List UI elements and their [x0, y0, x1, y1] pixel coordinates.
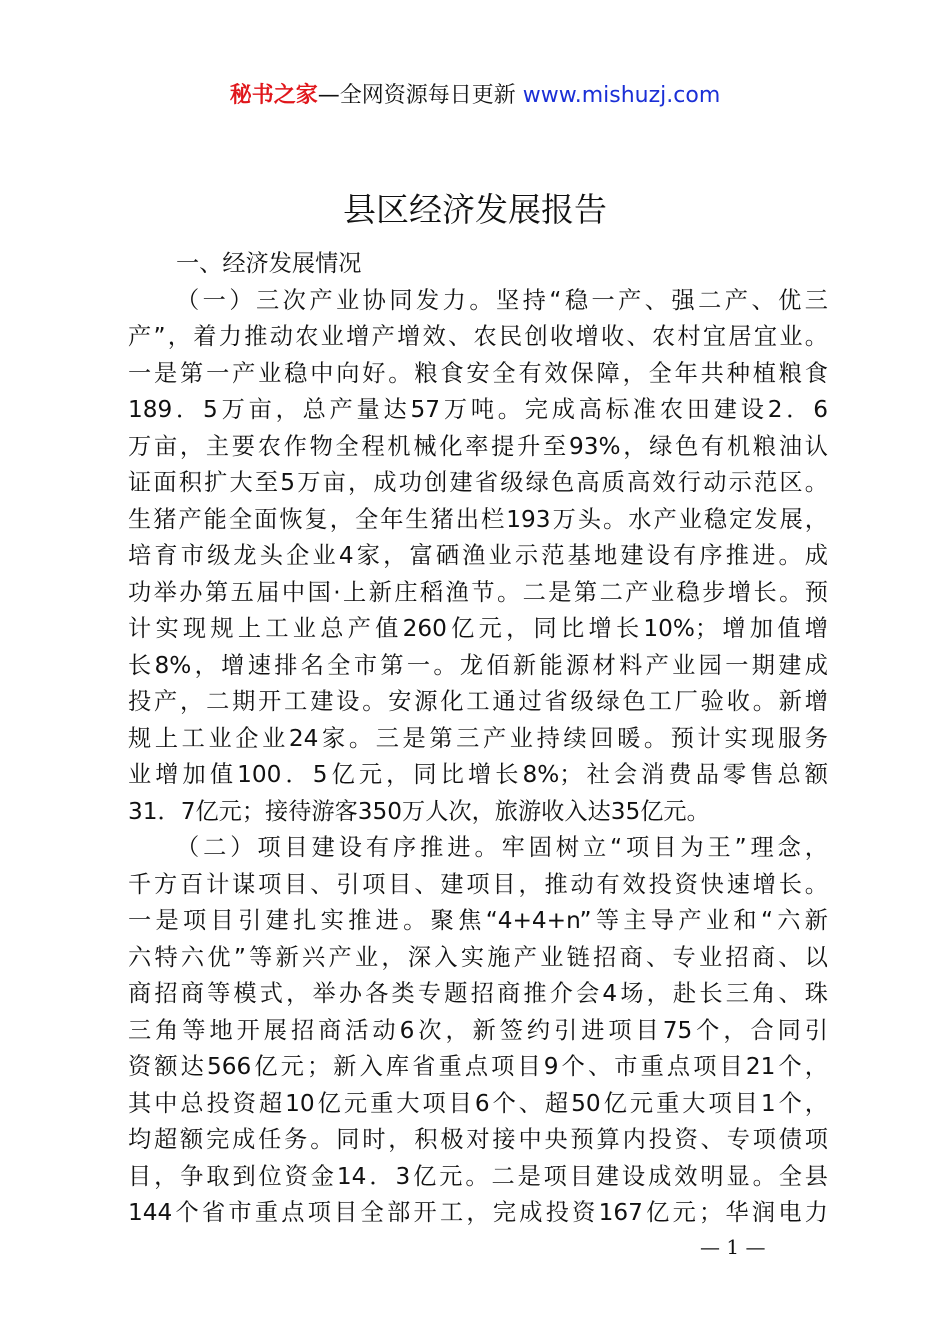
paragraph-line: 均超额完成任务。同时，积极对接中央预算内投资、专项债项	[128, 1126, 828, 1153]
paragraph-line: 144个省市重点项目全部开工，完成投资167亿元；华润电力	[128, 1199, 828, 1226]
paragraph-line: 其中总投资超10亿元重大项目6个、超50亿元重大项目1个，	[128, 1089, 828, 1117]
paragraph-line: 长8%，增速排名全市第一。龙佰新能源材料产业园一期建成	[128, 651, 828, 679]
paragraph-line: （二）项目建设有序推进。牢固树立“项目为王”理念，	[176, 834, 828, 861]
paragraph-line: 六特六优”等新兴产业，深入实施产业链招商、专业招商、以	[128, 943, 828, 971]
paragraph-line: 万亩，主要农作物全程机械化率提升至93%，绿色有机粮油认	[128, 432, 828, 460]
paragraph-line: 目，争取到位资金14．3亿元。二是项目建设成效明显。全县	[128, 1162, 828, 1190]
paragraph-line: 功举办第五届中国·上新庄稻渔节。二是第二产业稳步增长。预	[128, 578, 828, 606]
paragraph-line: 三角等地开展招商活动6次，新签约引进项目75个，合同引	[128, 1016, 828, 1044]
paragraph-line: 培育市级龙头企业4家，富硒渔业示范基地建设有序推进。成	[128, 542, 828, 569]
paragraph-line: 生猪产能全面恢复，全年生猪出栏193万头。水产业稳定发展，	[128, 505, 828, 533]
paragraph-line: 31．7亿元；接待游客350万人次，旅游收入达35亿元。	[128, 797, 710, 825]
paragraph-line: 规上工业企业24家。三是第三产业持续回暖。预计实现服务	[128, 724, 828, 752]
section-heading: 一、经济发展情况	[176, 250, 362, 277]
paragraph-line: 计实现规上工业总产值260亿元，同比增长10%；增加值增	[128, 615, 828, 642]
paragraph-line: 189．5万亩，总产量达57万吨。完成高标准农田建设2．6	[128, 396, 828, 423]
document-body	[128, 246, 828, 1232]
paragraph-line: 证面积扩大至5万亩，成功创建省级绿色高质高效行动示范区。	[128, 469, 828, 496]
paragraph-line: 一是项目引建扎实推进。聚焦“4+4+n”等主导产业和“六新	[128, 907, 828, 934]
paragraph-line: 产”，着力推动农业增产增效、农民创收增收、农村宜居宜业。	[128, 323, 828, 350]
paragraph-line: （一）三次产业协同发力。坚持“稳一产、强二产、优三	[176, 286, 828, 314]
site-tagline: —全网资源每日更新	[317, 83, 516, 108]
paragraph-line: 千方百计谋项目、引项目、建项目，推动有效投资快速增长。	[128, 870, 828, 898]
document-title: 县区经济发展报告	[343, 190, 607, 229]
paragraph-line: 商招商等模式，举办各类专题招商推介会4场，赴长三角、珠	[128, 980, 828, 1007]
paragraph-line: 资额达566亿元；新入库省重点项目9个、市重点项目21个，	[128, 1053, 828, 1080]
site-url-link[interactable]: www.mishuzj.com	[522, 83, 721, 108]
site-header	[0, 80, 950, 112]
paragraph-line: 投产，二期开工建设。安源化工通过省级绿色工厂验收。新增	[128, 688, 828, 715]
paragraph-line: 业增加值100．5亿元，同比增长8%；社会消费品零售总额	[128, 761, 828, 788]
page-number: — 1 —	[700, 1235, 766, 1259]
site-brand: 秘书之家	[229, 83, 318, 108]
paragraph-line: 一是第一产业稳中向好。粮食安全有效保障，全年共种植粮食	[128, 359, 828, 387]
